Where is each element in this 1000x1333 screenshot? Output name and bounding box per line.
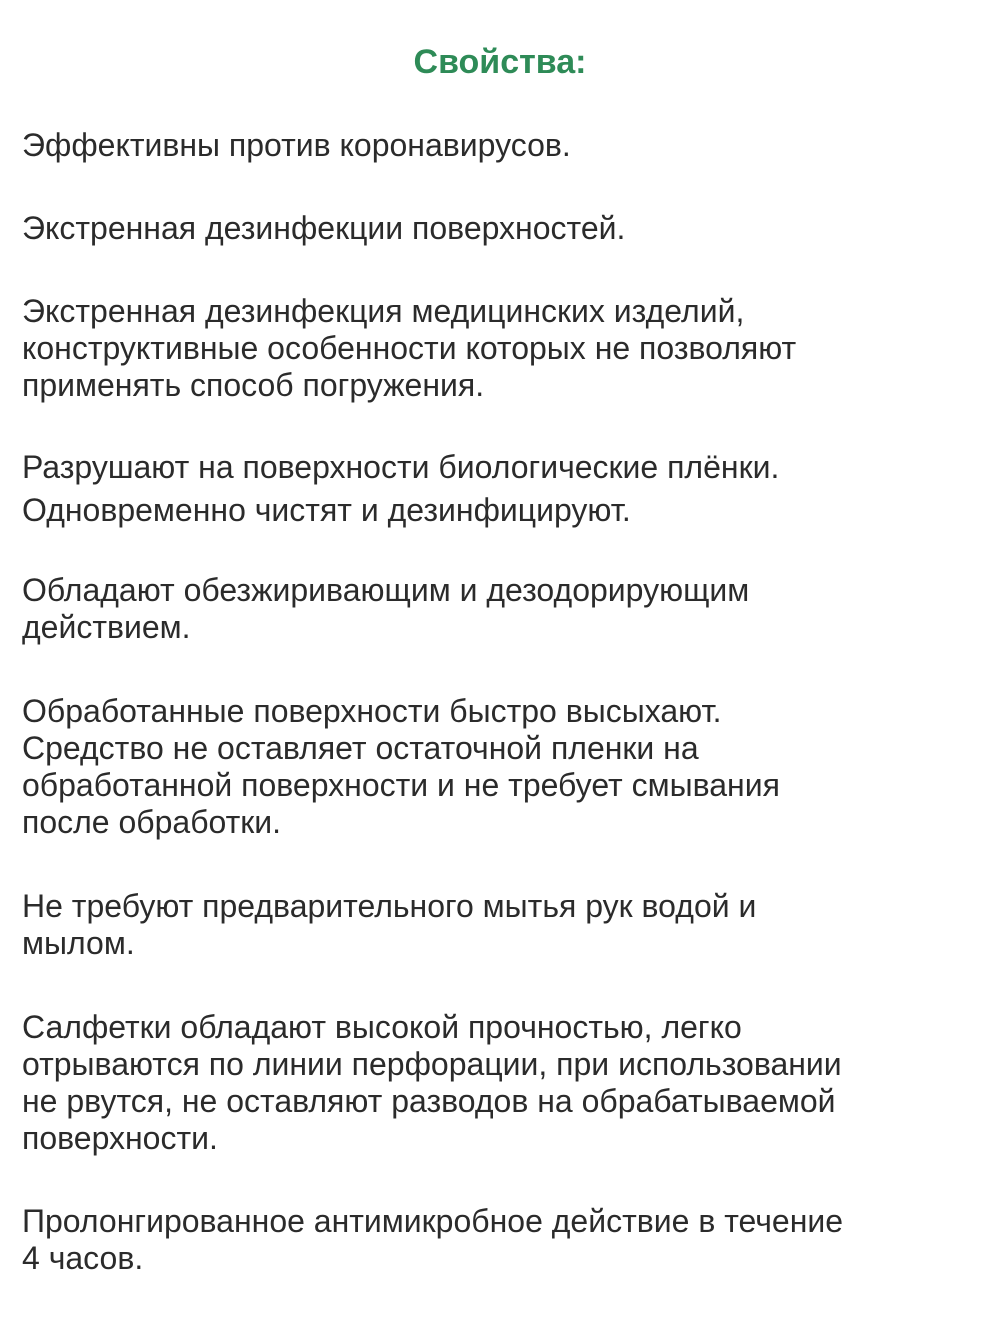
property-no-hand-washing xyxy=(22,888,982,962)
paragraph-line: после обработки. xyxy=(22,804,282,840)
paragraph-line: применять способ погружения. xyxy=(22,367,485,403)
paragraph-line: не рвутся, не оставляют разводов на обрабатываемой xyxy=(22,1083,836,1119)
paragraph-line: обработанной поверхности и не требует смывания xyxy=(22,767,780,803)
property-fast-drying xyxy=(22,693,982,841)
property-wipe-strength xyxy=(22,1009,982,1157)
paragraph-line: Обработанные поверхности быстро высыхают. xyxy=(22,693,722,729)
paragraph-line: Одновременно чистят и дезинфицируют. xyxy=(22,492,631,528)
property-degreasing xyxy=(22,572,982,646)
paragraph-line: отрываются по линии перфорации, при использовании xyxy=(22,1046,842,1082)
property-surface-disinfection xyxy=(22,210,982,247)
property-prolonged-action xyxy=(22,1203,982,1277)
paragraph-line: Экстренная дезинфекция медицинских изделий, xyxy=(22,293,745,329)
paragraph-line: Обладают обезжиривающим и дезодорирующим xyxy=(22,572,750,608)
paragraph-line: поверхности. xyxy=(22,1120,218,1156)
property-biofilms xyxy=(22,449,982,529)
paragraph-line: Пролонгированное антимикробное действие в течение xyxy=(22,1203,844,1239)
paragraph-line: Эффективны против коронавирусов. xyxy=(22,127,571,163)
paragraph-line: Экстренная дезинфекции поверхностей. xyxy=(22,210,626,246)
page-title: Свойства: xyxy=(413,43,587,81)
paragraph-line: конструктивные особенности которых не позволяют xyxy=(22,330,797,366)
paragraph-line: Не требуют предварительного мытья рук водой и xyxy=(22,888,757,924)
paragraph-line: действием. xyxy=(22,609,191,645)
paragraph-line: Разрушают на поверхности биологические плёнки. xyxy=(22,449,780,485)
property-coronavirus xyxy=(22,127,982,164)
paragraph-line: мылом. xyxy=(22,925,135,961)
paragraph-line: Средство не оставляет остаточной пленки на xyxy=(22,730,699,766)
paragraph-line: 4 часов. xyxy=(22,1240,144,1276)
paragraph-line: Салфетки обладают высокой прочностью, легко xyxy=(22,1009,742,1045)
property-medical-devices xyxy=(22,293,982,404)
